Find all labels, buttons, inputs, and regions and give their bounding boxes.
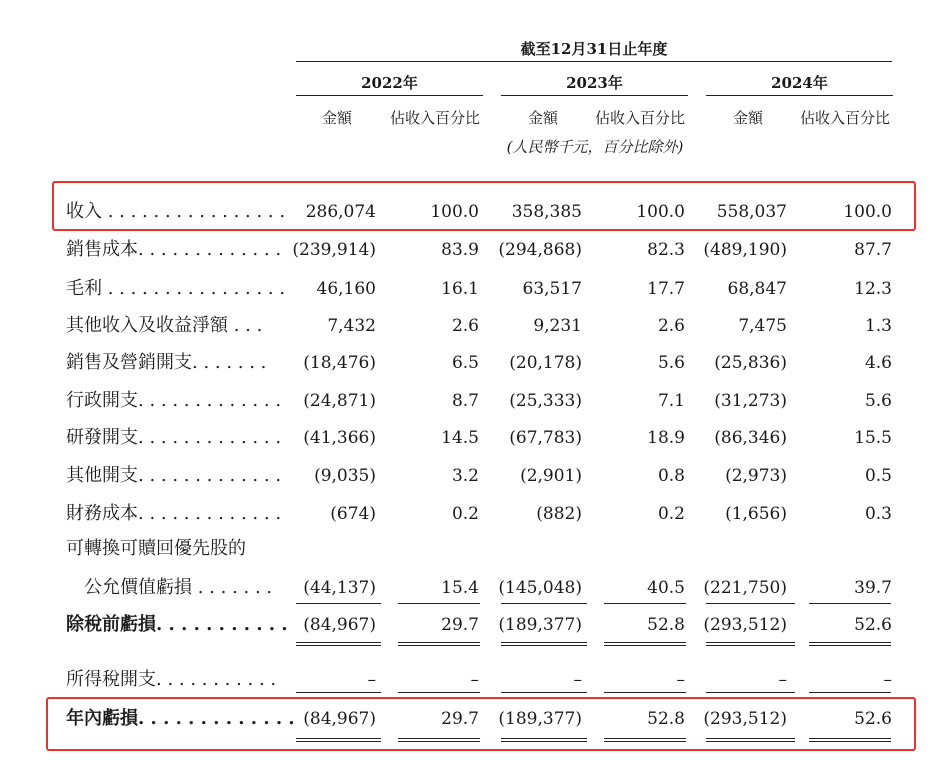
row-value-percent: 0.2	[451, 504, 479, 524]
row-label: 收入 . . . . . . . . . . . . . . . .	[66, 201, 286, 222]
col-amount-2023: 金額	[527, 109, 558, 127]
period-header: 截至12月31日止年度	[520, 40, 668, 58]
row-value-amount: (84,967)	[303, 615, 376, 635]
loss-before-tax-double-underline	[604, 642, 686, 646]
row-value-percent: 6.5	[451, 353, 479, 373]
table-row-fv-loss-line2	[0, 573, 950, 603]
row-value-percent: –	[883, 670, 892, 690]
row-value-percent: 29.7	[441, 615, 479, 635]
row-value-amount: 286,074	[305, 202, 376, 222]
row-label: 其他收入及收益淨額 . . .	[66, 315, 263, 336]
row-value-amount: (2,901)	[520, 466, 582, 486]
row-value-percent: 5.6	[864, 391, 892, 411]
row-label: 所得稅開支. . . . . . . . . . .	[66, 669, 277, 690]
row-value-amount: (84,967)	[303, 709, 376, 729]
col-percent-2023: 佔收入百分比	[594, 109, 685, 127]
row-value-percent: 3.2	[451, 466, 479, 486]
row-label: 除稅前虧損. . . . . . . . . . .	[66, 614, 288, 635]
row-value-amount: (1,656)	[725, 504, 787, 524]
row-value-amount: (221,750)	[703, 578, 787, 598]
row-value-amount: (67,783)	[509, 428, 582, 448]
row-label: 銷售及營銷開支. . . . . . .	[66, 352, 267, 373]
tax-underline	[501, 692, 587, 693]
row-value-amount: 358,385	[511, 202, 582, 222]
row-value-percent: 29.7	[441, 709, 479, 729]
table-row-other-expenses	[0, 461, 950, 491]
year-underline-2024	[706, 95, 893, 96]
row-value-amount: (25,333)	[509, 391, 582, 411]
row-value-percent: 0.2	[657, 504, 685, 524]
row-value-percent: 52.8	[647, 709, 685, 729]
row-value-percent: 83.9	[441, 240, 479, 260]
period-underline	[296, 61, 892, 62]
subtotal-underline	[604, 603, 686, 604]
row-value-percent: 52.6	[854, 615, 892, 635]
table-row-other-income	[0, 311, 950, 341]
row-value-amount: (25,836)	[714, 353, 787, 373]
row-value-amount: (239,914)	[292, 240, 376, 260]
subtotal-underline	[501, 603, 587, 604]
table-row-selling-expenses	[0, 348, 950, 378]
row-value-percent: 8.7	[451, 391, 479, 411]
subtotal-underline	[706, 603, 795, 604]
row-value-percent: 16.1	[441, 279, 479, 299]
row-value-percent: 4.6	[864, 353, 892, 373]
row-value-percent: 17.7	[647, 279, 685, 299]
row-value-amount: (18,476)	[303, 353, 376, 373]
row-value-amount: (189,377)	[498, 709, 582, 729]
row-value-amount: (44,137)	[303, 578, 376, 598]
row-value-percent: 0.8	[657, 466, 685, 486]
row-value-percent: 7.1	[657, 391, 685, 411]
col-percent-2022: 佔收入百分比	[389, 109, 480, 127]
tax-underline	[398, 692, 480, 693]
year-header-2024: 2024年	[771, 74, 828, 92]
row-value-percent: 12.3	[854, 279, 892, 299]
tax-underline	[706, 692, 795, 693]
row-value-percent: 15.5	[854, 428, 892, 448]
tax-underline	[809, 692, 891, 693]
row-value-amount: 9,231	[533, 316, 582, 336]
tax-underline	[604, 692, 686, 693]
row-value-percent: 82.3	[647, 240, 685, 260]
row-value-percent: 5.6	[657, 353, 685, 373]
year-underline-2023	[501, 95, 688, 96]
table-row-admin-expenses	[0, 386, 950, 416]
subtotal-underline	[809, 603, 891, 604]
currency-note: (人民幣千元，百分比除外)	[506, 138, 684, 156]
loss-before-tax-double-underline	[501, 642, 587, 646]
row-value-percent: –	[470, 670, 479, 690]
row-value-percent: 1.3	[864, 316, 892, 336]
tax-underline	[296, 692, 381, 693]
row-value-amount: –	[778, 670, 787, 690]
row-value-amount: –	[573, 670, 582, 690]
row-value-percent: 52.6	[854, 709, 892, 729]
row-value-amount: 68,847	[727, 279, 787, 299]
loss-before-tax-double-underline	[296, 642, 381, 646]
row-label: 年內虧損. . . . . . . . . . . . .	[66, 708, 295, 729]
row-value-percent: 40.5	[647, 578, 685, 598]
row-value-percent: 100.0	[843, 202, 892, 222]
row-label: 可轉換可贖回優先股的	[66, 538, 246, 559]
row-value-percent: 18.9	[647, 428, 685, 448]
row-label: 其他開支. . . . . . . . . . . . .	[66, 465, 282, 486]
loss-before-tax-double-underline	[809, 642, 891, 646]
row-value-percent: 100.0	[636, 202, 685, 222]
table-row-income-tax	[0, 665, 950, 695]
row-label: 研發開支. . . . . . . . . . . . .	[66, 427, 282, 448]
highlight-box-revenue	[52, 181, 916, 231]
row-value-percent: 39.7	[854, 578, 892, 598]
col-percent-2024: 佔收入百分比	[799, 109, 890, 127]
row-label: 毛利 . . . . . . . . . . . . . . . .	[66, 278, 286, 299]
table-row-rd-expenses	[0, 423, 950, 453]
loss-before-tax-double-underline	[706, 642, 795, 646]
year-underline-2022	[296, 95, 483, 96]
year-header-2022: 2022年	[361, 74, 418, 92]
year-header-2023: 2023年	[566, 74, 623, 92]
row-value-amount: –	[367, 670, 376, 690]
row-value-amount: 63,517	[522, 279, 582, 299]
row-label: 銷售成本. . . . . . . . . . . . .	[66, 239, 282, 260]
row-value-amount: (9,035)	[314, 466, 376, 486]
row-value-amount: 46,160	[316, 279, 376, 299]
row-label: 行政開支. . . . . . . . . . . . .	[66, 390, 282, 411]
table-row-cost-of-sales	[0, 235, 950, 265]
row-value-percent: 52.8	[647, 615, 685, 635]
row-value-amount: 7,475	[738, 316, 787, 336]
row-value-amount: (293,512)	[703, 615, 787, 635]
col-amount-2024: 金額	[732, 109, 763, 127]
row-value-percent: –	[676, 670, 685, 690]
row-value-amount: (293,512)	[703, 709, 787, 729]
row-value-amount: (20,178)	[509, 353, 582, 373]
row-value-amount: (31,273)	[714, 391, 787, 411]
row-value-amount: (86,346)	[714, 428, 787, 448]
row-value-percent: 100.0	[430, 202, 479, 222]
col-amount-2022: 金額	[321, 109, 352, 127]
row-label: 財務成本. . . . . . . . . . . . .	[66, 503, 282, 524]
row-value-amount: (294,868)	[498, 240, 582, 260]
row-value-amount: (489,190)	[703, 240, 787, 260]
row-label: 公允價值虧損 . . . . . . .	[84, 577, 273, 598]
table-row-finance-costs	[0, 499, 950, 529]
row-value-amount: (145,048)	[498, 578, 582, 598]
table-row-gross-profit	[0, 274, 950, 304]
row-value-amount: (882)	[536, 504, 582, 524]
row-value-amount: (674)	[330, 504, 376, 524]
row-value-amount: (2,973)	[725, 466, 787, 486]
highlight-box-net-loss	[46, 697, 916, 751]
table-row-fv-loss-line1	[0, 534, 950, 564]
row-value-amount: (189,377)	[498, 615, 582, 635]
subtotal-underline	[398, 603, 480, 604]
row-value-percent: 15.4	[441, 578, 479, 598]
row-value-amount: (41,366)	[303, 428, 376, 448]
row-value-percent: 0.5	[864, 466, 892, 486]
row-value-percent: 2.6	[451, 316, 479, 336]
row-value-percent: 87.7	[854, 240, 892, 260]
subtotal-underline	[296, 603, 381, 604]
row-value-amount: (24,871)	[303, 391, 376, 411]
row-value-amount: 558,037	[716, 202, 787, 222]
row-value-percent: 0.3	[864, 504, 892, 524]
row-value-percent: 2.6	[657, 316, 685, 336]
loss-before-tax-double-underline	[398, 642, 480, 646]
row-value-percent: 14.5	[441, 428, 479, 448]
row-value-amount: 7,432	[327, 316, 376, 336]
table-row-loss-before-tax	[0, 610, 950, 640]
